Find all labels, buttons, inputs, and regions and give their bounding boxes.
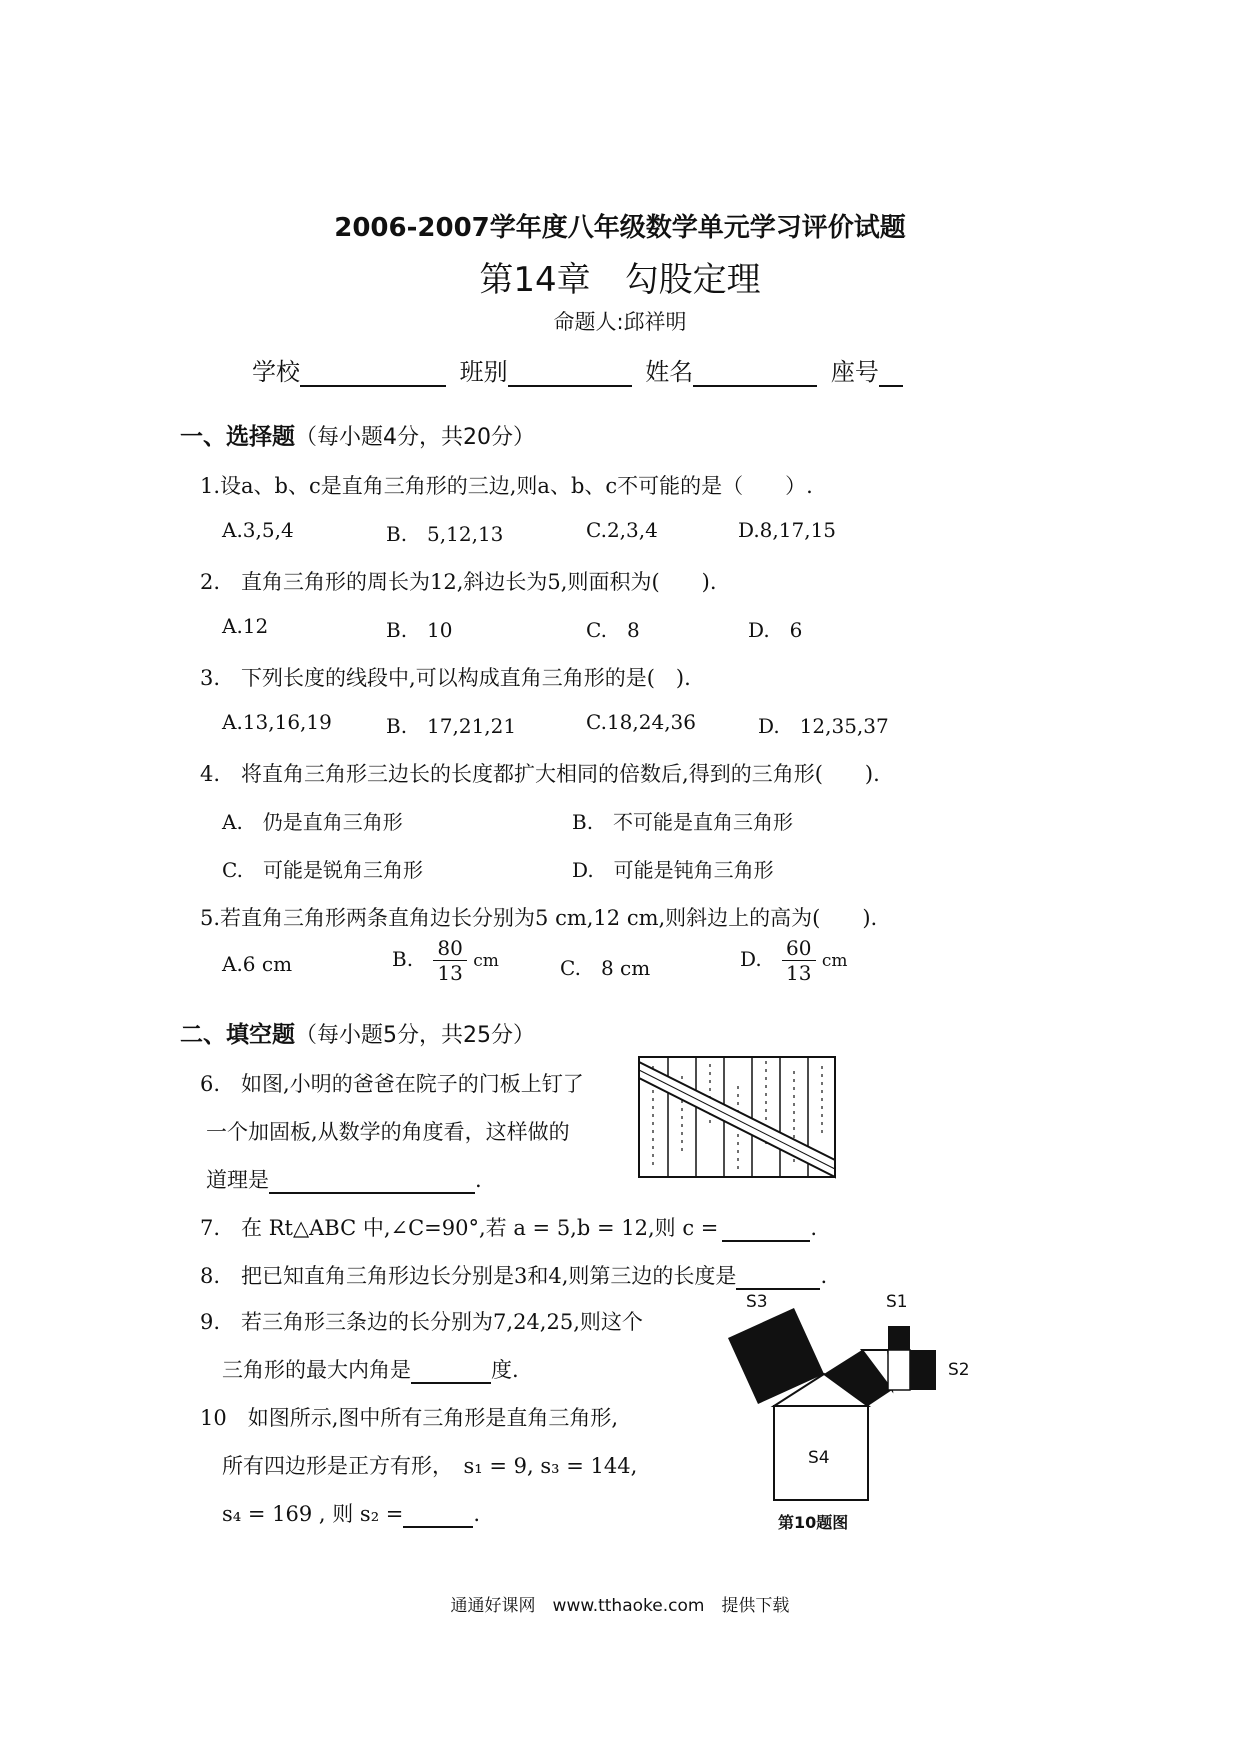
fraction-denominator: 13 (786, 961, 812, 985)
exam-title: 2006-2007学年度八年级数学单元学习评价试题 (334, 213, 906, 243)
q7-text: 7. 在 Rt△ABC 中,∠C=90°,若 a = 5,b = 12,则 c = (200, 1216, 719, 1240)
q8-line: 8. 把已知直角三角形边长分别是3和4,则第三边的长度是 . (200, 1264, 828, 1288)
q5-option-b-unit: cm (473, 951, 499, 971)
fraction-numerator: 60 (782, 936, 815, 961)
section2-note: （每小题5分，共25分） (295, 1023, 535, 1048)
q6-line1: 6. 如图,小明的爸爸在院子的门板上钉了 (200, 1072, 584, 1096)
section1-note: （每小题4分，共20分） (295, 425, 535, 450)
class-field[interactable] (508, 361, 632, 387)
q5-option-c[interactable]: C. 8 cm (560, 956, 651, 980)
q1-option-d[interactable]: D.8,17,15 (738, 518, 837, 542)
class-label: 班别 (459, 358, 508, 386)
q10-line1: 10 如图所示,图中所有三角形是直角三角形, (200, 1406, 619, 1430)
q1-text: 1.设a、b、c是直角三角形的三边,则a、b、c不可能的是（ ）. (200, 474, 813, 498)
q10-text: s₄ = 169 , 则 s₂ = (222, 1502, 404, 1526)
seat-label: 座号 (830, 358, 879, 386)
label-s1: S1 (886, 1292, 908, 1312)
q6-answer-blank[interactable] (269, 1170, 475, 1194)
q9-suffix: 度. (491, 1358, 519, 1382)
label-s3: S3 (746, 1292, 768, 1312)
q10-answer-blank[interactable] (403, 1504, 473, 1528)
author-line: 命题人:邱祥明 (553, 310, 687, 334)
q10-line2: 所有四边形是正方有形， s₁ = 9, s₃ = 144, (222, 1454, 638, 1478)
figure-10-squares (720, 1296, 990, 1560)
q9-answer-blank[interactable] (411, 1360, 491, 1384)
q7-answer-blank[interactable] (722, 1218, 810, 1242)
school-label: 学校 (252, 358, 300, 386)
label-s4: S4 (808, 1448, 830, 1468)
q2-option-a[interactable]: A.12 (222, 614, 269, 638)
section2-title: 二、填空题 (180, 1022, 295, 1048)
q5-text: 5.若直角三角形两条直角边长分别为5 cm,12 cm,则斜边上的高为( ). (200, 906, 878, 930)
q5-option-a[interactable]: A.6 cm (222, 952, 293, 976)
q4-option-c[interactable]: C. 可能是锐角三角形 (222, 858, 423, 882)
q5-option-d-unit: cm (821, 951, 848, 971)
q2-option-c[interactable]: C. 8 (586, 618, 640, 642)
q1-option-b[interactable]: B. 5,12,13 (386, 522, 504, 546)
q4-option-b[interactable]: B. 不可能是直角三角形 (572, 810, 794, 834)
q8-text: 8. 把已知直角三角形边长分别是3和4,则第三边的长度是 (200, 1264, 737, 1288)
q6-line2: 一个加固板,从数学的角度看，这样做的 (206, 1120, 570, 1144)
q7-line: 7. 在 Rt△ABC 中,∠C=90°,若 a = 5,b = 12,则 c = . (200, 1216, 818, 1240)
name-label: 姓名 (645, 358, 694, 386)
label-s2: S2 (948, 1360, 970, 1380)
q5-option-d-fraction (782, 936, 815, 985)
q5-option-b-label: B. (392, 947, 414, 971)
seat-field[interactable] (879, 361, 903, 387)
q4-text: 4. 将直角三角形三边长的长度都扩大相同的倍数后,得到的三角形( ). (200, 762, 880, 786)
q2-option-d[interactable]: D. 6 (748, 618, 803, 642)
q3-text: 3. 下列长度的线段中,可以构成直角三角形的是( ). (200, 666, 691, 690)
section1-title: 一、选择题 (180, 424, 295, 450)
q5-option-b-fraction (433, 936, 466, 985)
chapter-title: 第14章 勾股定理 (479, 260, 761, 300)
q1-option-c[interactable]: C.2,3,4 (586, 518, 658, 542)
q3-option-d[interactable]: D. 12,35,37 (758, 714, 889, 738)
figure-10-caption: 第10题图 (778, 1513, 849, 1532)
q9-line2 (222, 1354, 519, 1384)
square-s1 (888, 1326, 910, 1350)
door-board-figure (638, 1056, 838, 1180)
q1-option-a[interactable]: A.3,5,4 (222, 518, 294, 542)
q9-text: 三角形的最大内角是 (222, 1358, 411, 1382)
q6-line3: 道理是 . (206, 1168, 482, 1192)
fraction-denominator: 13 (437, 961, 463, 985)
section1-heading (180, 418, 535, 451)
footer-credit: 通通好课网 www.tthaoke.com 提供下载 (450, 1596, 790, 1616)
q6-line3-text: 道理是 (206, 1168, 269, 1192)
q5-option-d[interactable] (740, 936, 848, 985)
q5-option-b[interactable] (392, 936, 499, 985)
q3-option-a[interactable]: A.13,16,19 (222, 710, 332, 734)
name-field[interactable] (693, 361, 817, 387)
q2-text: 2. 直角三角形的周长为12,斜边长为5,则面积为( ). (200, 570, 717, 594)
school-field[interactable] (300, 361, 446, 387)
q8-answer-blank[interactable] (736, 1266, 820, 1290)
student-info-fields (252, 352, 909, 387)
fraction-numerator: 80 (433, 936, 466, 961)
q4-option-a[interactable]: A. 仍是直角三角形 (222, 810, 403, 834)
section2-heading (180, 1016, 535, 1049)
q2-option-b[interactable]: B. 10 (386, 618, 453, 642)
q4-option-d[interactable]: D. 可能是钝角三角形 (572, 858, 774, 882)
q3-option-b[interactable]: B. 17,21,21 (386, 714, 517, 738)
q10-line3: s₄ = 169 , 则 s₂ = . (222, 1502, 481, 1526)
q3-option-c[interactable]: C.18,24,36 (586, 710, 697, 734)
q5-option-d-label: D. (740, 947, 762, 971)
q9-line1: 9. 若三角形三条边的长分别为7,24,25,则这个 (200, 1310, 643, 1334)
